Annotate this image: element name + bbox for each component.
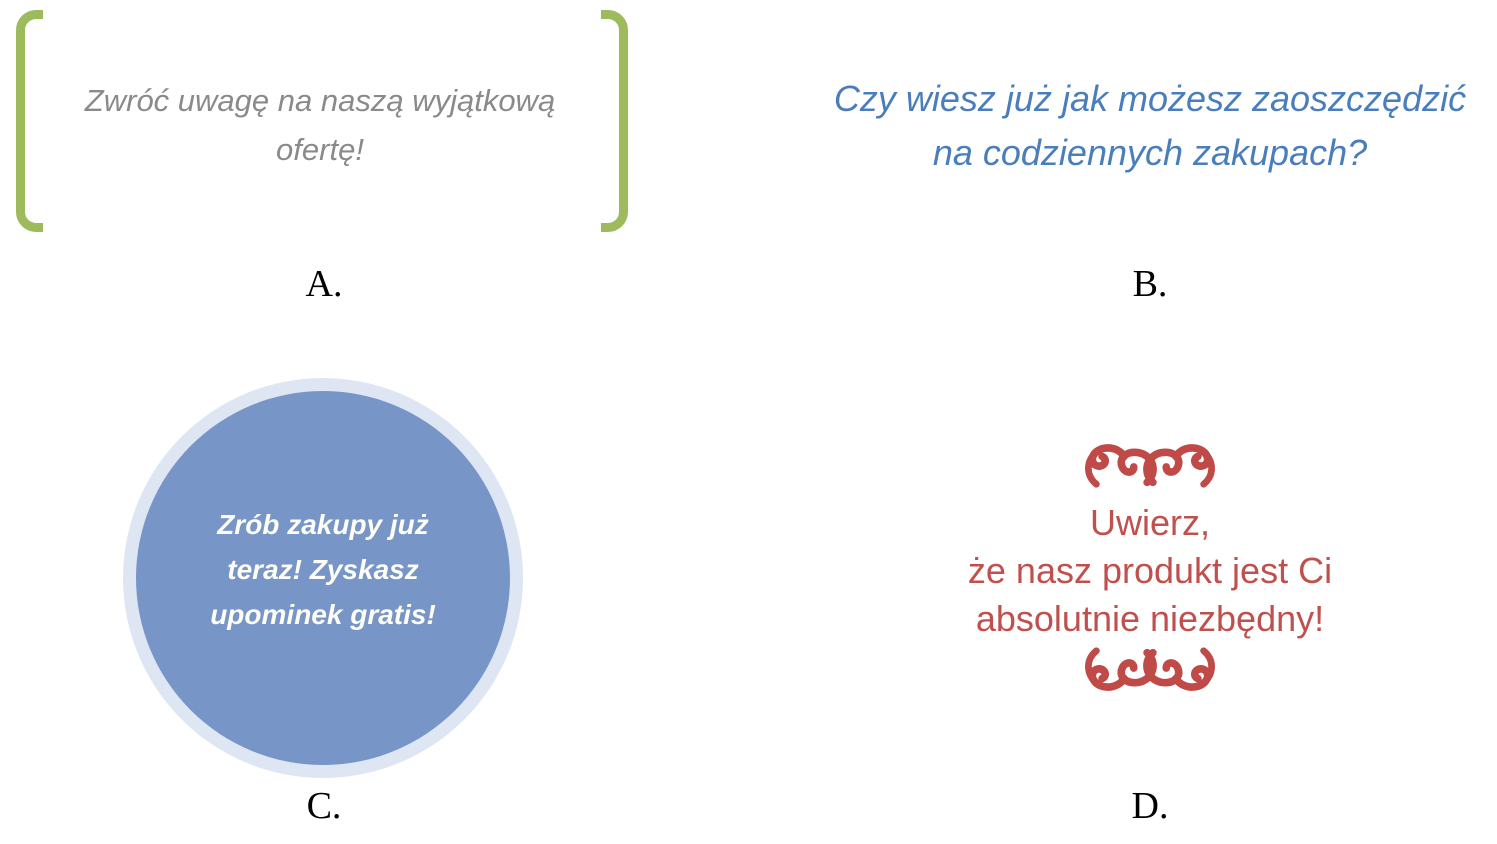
ad-b-line-2: na codziennych zakupach? (932, 132, 1368, 173)
blue-circle-shape (136, 391, 510, 765)
ad-option-c (123, 378, 523, 778)
option-label-d: D. (1131, 785, 1169, 827)
ad-option-b (780, 72, 1497, 180)
ad-option-c-text (136, 502, 510, 637)
fleuron-ornament-bottom-icon (1083, 645, 1217, 691)
ad-d-line-2: że nasz produkt jest Ci (967, 550, 1333, 591)
ad-a-line-2: ofertę! (276, 132, 364, 167)
ad-d-line-1: Uwierz, (1089, 502, 1210, 543)
ad-b-line-1: Czy wiesz już jak możesz zaoszczędzić (833, 78, 1467, 119)
ad-a-line-1: Zwróć uwagę na naszą wyjątkową (84, 83, 556, 118)
ad-option-d (800, 444, 1497, 696)
ad-option-d-text (800, 499, 1497, 643)
ad-c-line-3: upominek gratis! (210, 599, 436, 630)
ad-option-a-text (56, 76, 584, 174)
fleuron-ornament-top-icon (1083, 444, 1217, 490)
right-bracket-shape (601, 10, 628, 232)
ad-option-a (14, 8, 634, 240)
option-label-b: B. (1132, 263, 1168, 305)
option-label-c: C. (306, 785, 342, 827)
ad-c-line-2: teraz! Zyskasz (227, 554, 419, 585)
ad-c-line-1: Zrób zakupy już (217, 509, 429, 540)
ad-d-line-3: absolutnie niezbędny! (975, 598, 1325, 639)
option-label-a: A. (305, 263, 343, 305)
left-bracket-shape (16, 10, 43, 232)
